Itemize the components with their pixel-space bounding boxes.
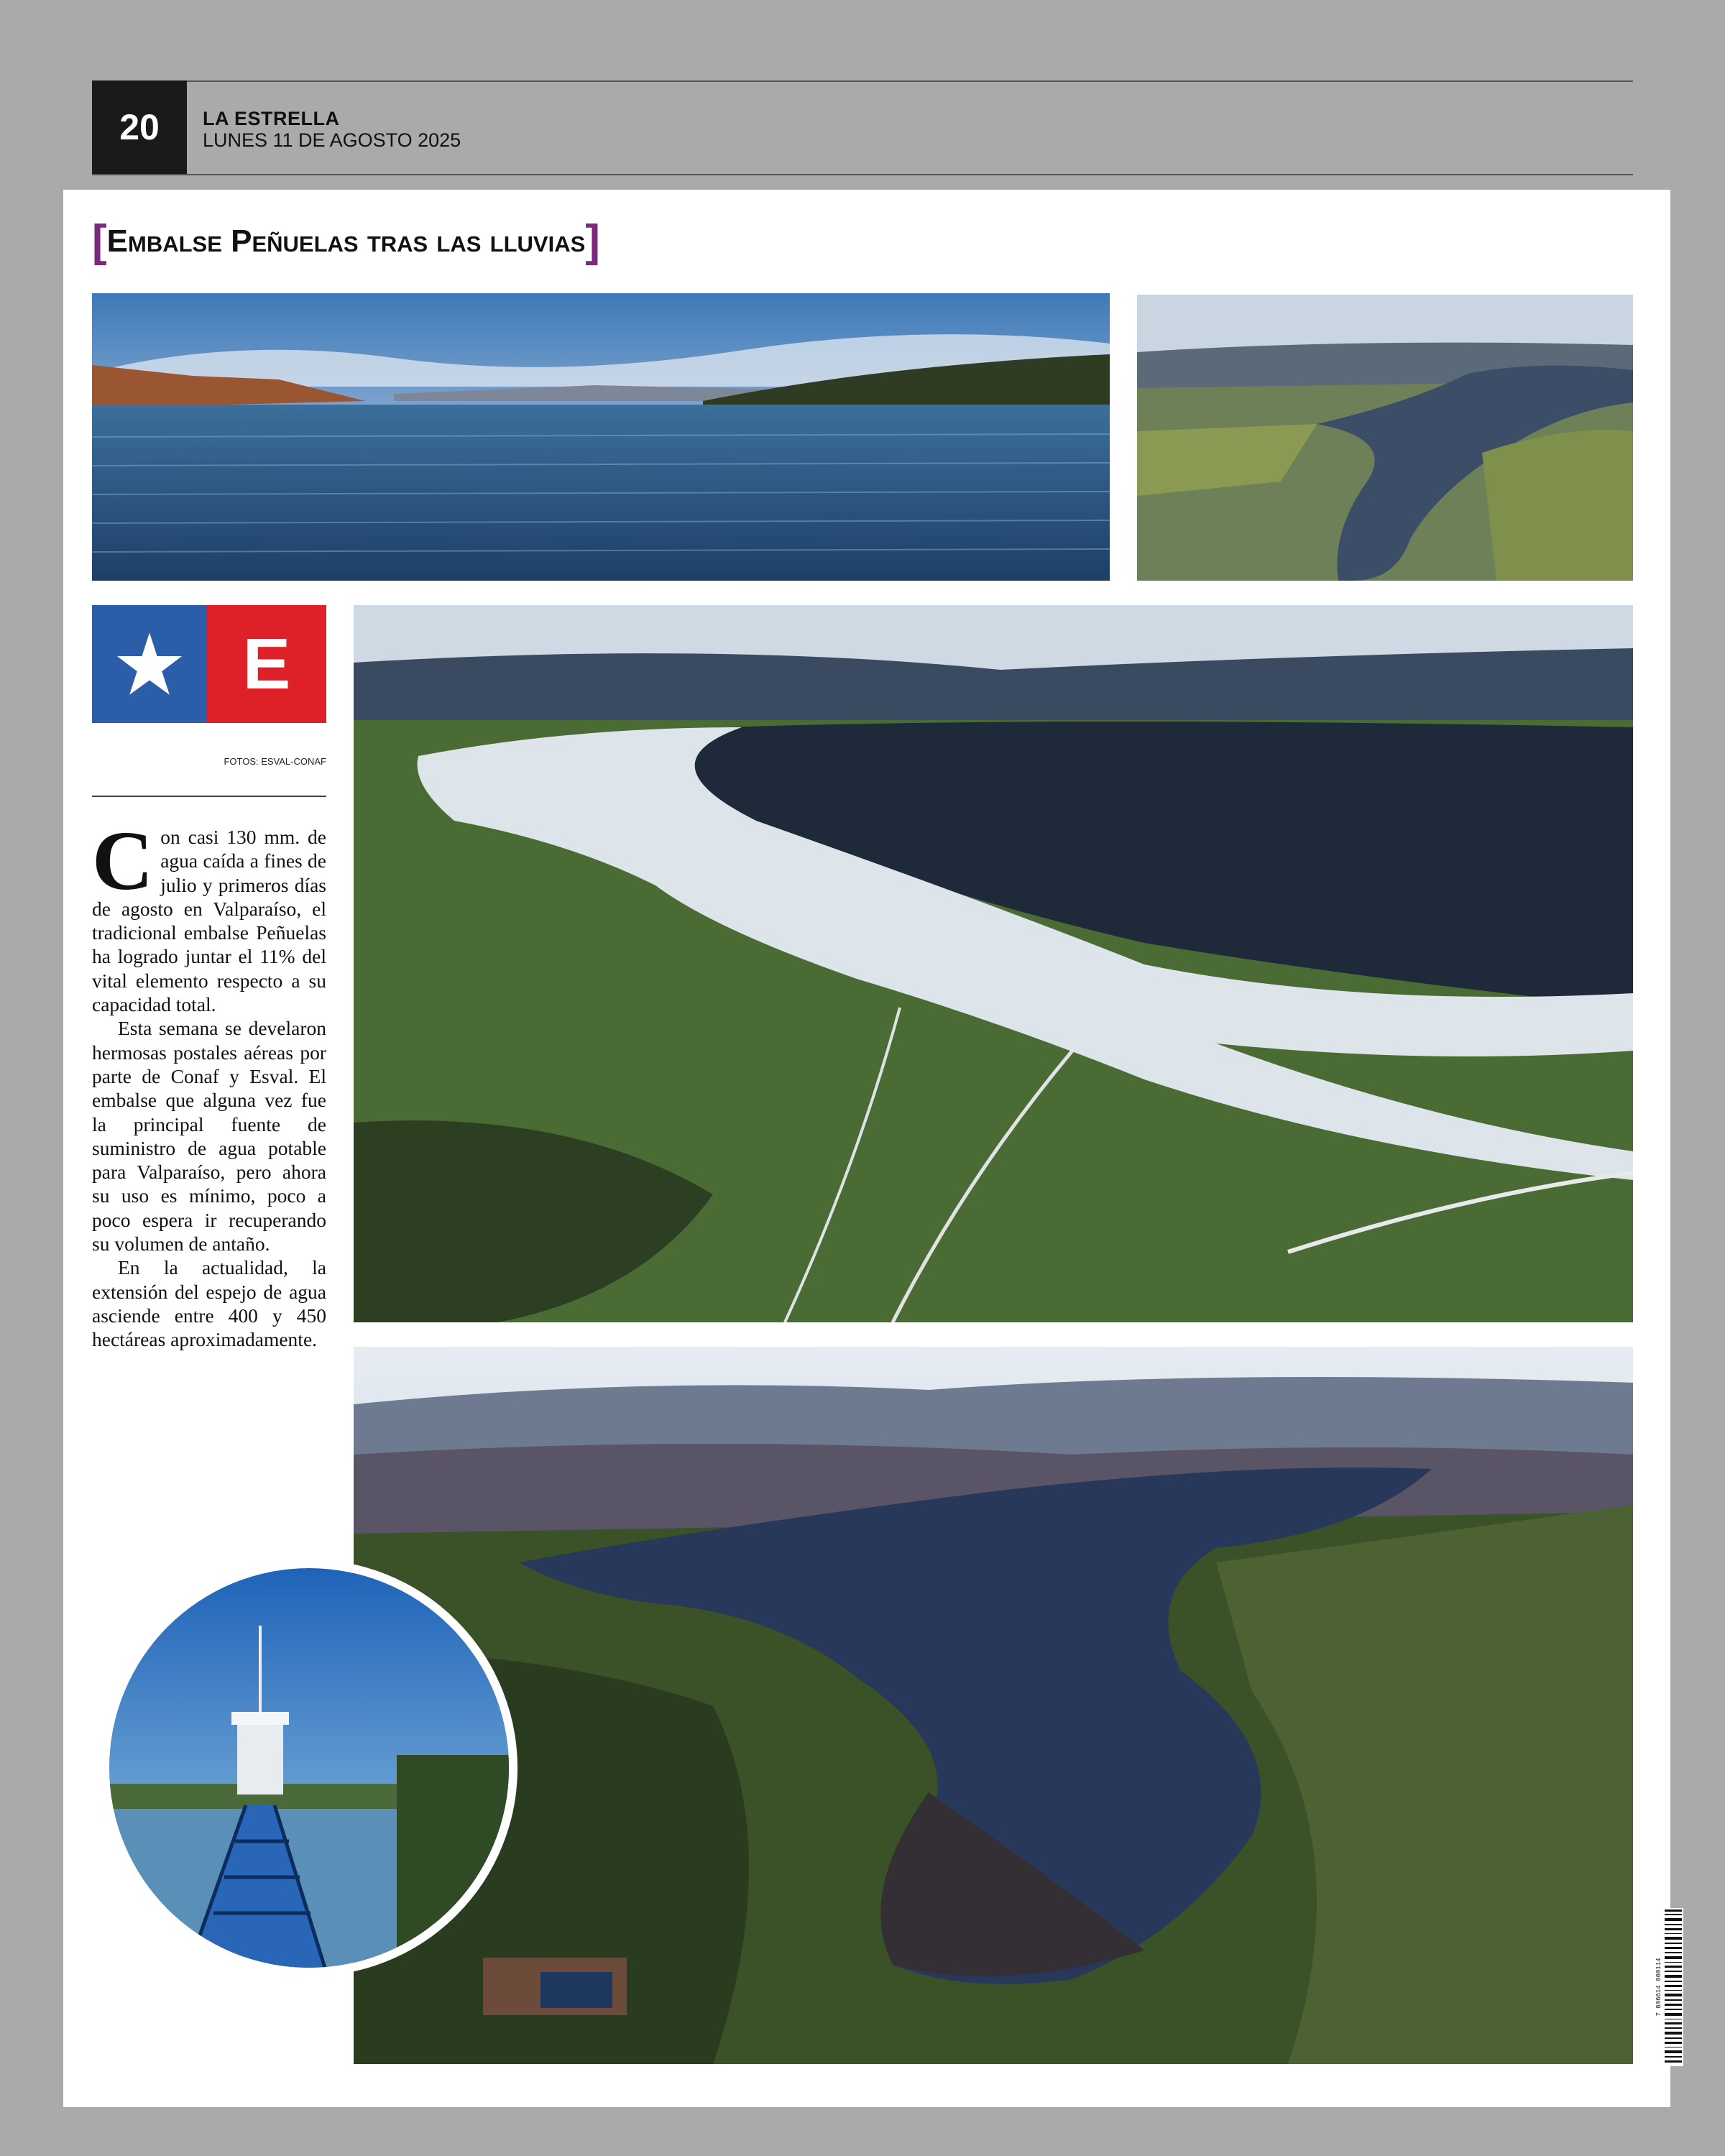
star-icon xyxy=(115,631,184,697)
newspaper-logo-star xyxy=(92,605,207,723)
column-divider xyxy=(92,796,326,797)
newspaper-name: LA ESTRELLA xyxy=(203,108,340,129)
barcode-number: 7 806614 000114 xyxy=(1655,1958,1662,2017)
barcode xyxy=(1655,1908,1683,2066)
article-body xyxy=(92,814,326,1352)
header-top-rule xyxy=(92,80,1633,82)
paragraph-1: Con casi 130 mm. de agua caída a fines de julio y primeros días de agosto en Valparaíso, el tradicional embalse Peñuelas ha logrado juntar el 11% del vital elemento respecto a su capacidad total. xyxy=(92,814,326,1016)
photo-lake-surface xyxy=(92,293,1110,581)
photo-dam-tower-inset xyxy=(101,1560,518,1976)
paragraph-3: En la actualidad, la extensión del espejo de agua asciende entre 400 y 450 hectáreas aproximadamente. xyxy=(92,1256,326,1351)
photo-reservoir-aerial xyxy=(354,1347,1633,2064)
newspaper-logo-letter: E xyxy=(207,605,326,723)
paragraph-2: Esta semana se develaron hermosas postales aéreas por parte de Conaf y Esval. El embalse que alguna vez fue la principal fuente de suministro de agua potable para Valparaíso, pero ahora su uso es mínimo, poco a poco espera ir recuperando su volumen de antaño. xyxy=(92,1017,326,1256)
headline-bracket-close: ] xyxy=(585,216,600,266)
issue-date: LUNES 11 DE AGOSTO 2025 xyxy=(203,129,461,151)
page-number: 20 xyxy=(92,80,187,174)
drop-cap: C xyxy=(92,814,154,908)
article-headline xyxy=(92,216,600,267)
photo-credit: FOTOS: ESVAL-CONAF xyxy=(224,756,326,767)
photo-reservoir-delta-aerial xyxy=(354,605,1633,1322)
headline-bracket-open: [ xyxy=(92,216,107,266)
headline-text: Embalse Peñuelas tras las lluvias xyxy=(106,224,586,259)
photo-river-aerial xyxy=(1137,295,1633,581)
header-bottom-rule xyxy=(92,174,1633,175)
